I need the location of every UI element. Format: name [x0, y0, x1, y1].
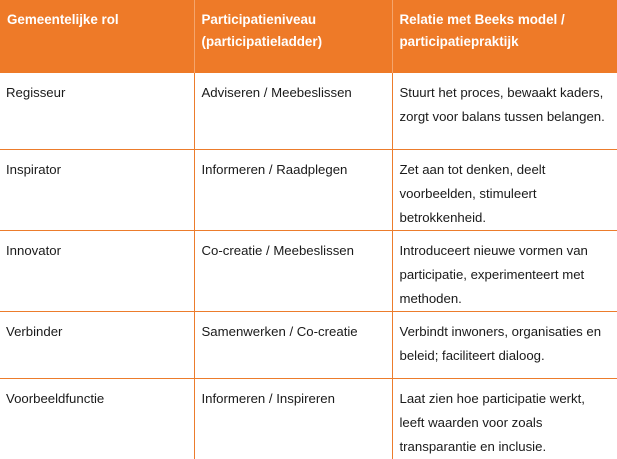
cell-participation-level: Samenwerken / Co-creatie [194, 311, 392, 378]
header-cell-role: Gemeentelijke rol [0, 0, 194, 73]
cell-role: Innovator [0, 230, 194, 311]
cell-relation: Zet aan tot denken, deelt voorbeelden, stimuleert betrokkenheid. [392, 149, 617, 230]
cell-participation-level: Adviseren / Meebeslissen [194, 73, 392, 149]
cell-participation-level: Informeren / Raadplegen [194, 149, 392, 230]
cell-role: Verbinder [0, 311, 194, 378]
table-row [0, 230, 617, 311]
table-header [0, 0, 617, 73]
cell-relation: Introduceert nieuwe vormen van participatie, experimenteert met methoden. [392, 230, 617, 311]
table-body [0, 73, 617, 459]
cell-relation: Verbindt inwoners, organisaties en beleid; faciliteert dialoog. [392, 311, 617, 378]
cell-relation: Stuurt het proces, bewaakt kaders, zorgt voor balans tussen belangen. [392, 73, 617, 149]
header-cell-participation-level: Participatieniveau (participatieladder) [194, 0, 392, 73]
cell-relation: Laat zien hoe participatie werkt, leeft waarden voor zoals transparantie en inclusie. [399, 390, 585, 454]
table-row [0, 73, 617, 149]
header-cell-relation: Relatie met Beeks model / participatiepraktijk [399, 12, 565, 49]
cell-role: Regisseur [0, 73, 194, 149]
header-row [0, 0, 617, 73]
cell-participation-level: Co-creatie / Meebeslissen [194, 230, 392, 311]
table-row [0, 149, 617, 230]
cell-role: Voorbeeldfunctie [0, 378, 194, 459]
table-row [0, 311, 617, 378]
cell-participation-level: Informeren / Inspireren [194, 378, 392, 459]
table-row [0, 378, 617, 459]
cell-role: Inspirator [0, 149, 194, 230]
